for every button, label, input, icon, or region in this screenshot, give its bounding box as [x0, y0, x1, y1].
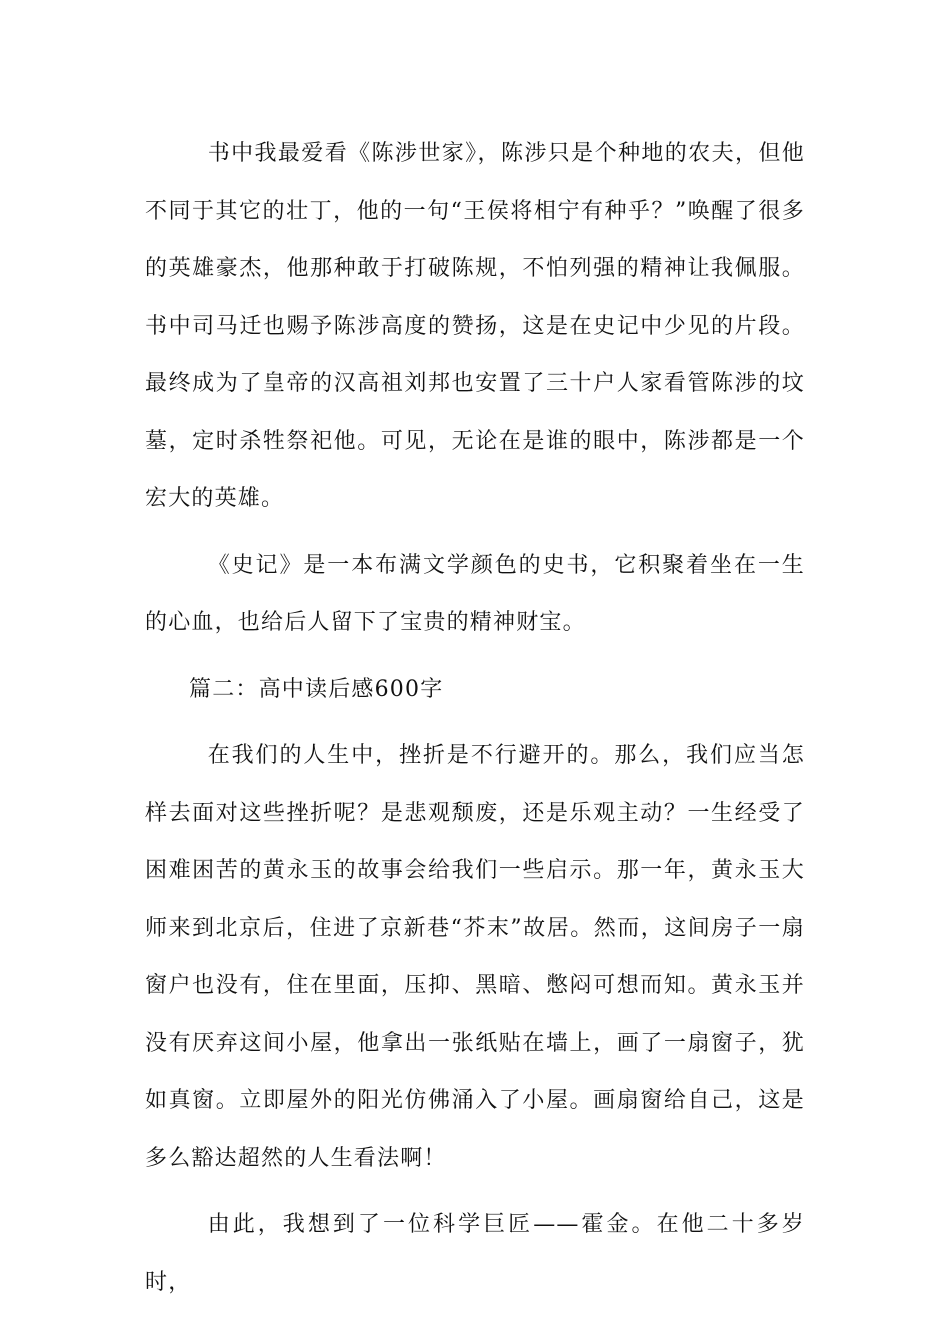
paragraph-chen-she: 书中我最爱看《陈涉世家》，陈涉只是个种地的农夫，但他不同于其它的壮丁，他的一句“王侯将相宁有种乎？”唤醒了很多的英雄豪杰，他那种敢于打破陈规，不怕列强的精神让我佩服。书中司马迁也赐予陈涉高度的赞扬，这是在史记中少见的片段。最终成为了皇帝的汉高祖刘邦也安置了三十户人家看管陈涉的坟墓，定时杀牲祭祀他。可见，无论在是谁的眼中，陈涉都是一个宏大的英雄。: [145, 141, 805, 511]
section-title: 篇二：高中读后感600字: [189, 676, 444, 702]
document-body: [145, 125, 805, 1320]
paragraph-shiji-summary: 《史记》是一本布满文学颜色的史书，它积聚着坐在一生的心血，也给后人留下了宝贵的精神财宝。: [145, 552, 805, 635]
paragraph-huang-yongyu: 在我们的人生中，挫折是不行避开的。那么，我们应当怎样去面对这些挫折呢？是悲观颓废，还是乐观主动？一生经受了困难困苦的黄永玉的故事会给我们一些启示。那一年，黄永玉大师来到北京后，住进了京新巷“芥末”故居。然而，这间房子一扇窗户也没有，住在里面，压抑、黑暗、憋闷可想而知。黄永玉并没有厌弃这间小屋，他拿出一张纸贴在墙上，画了一扇窗子，犹如真窗。立即屋外的阳光仿佛涌入了小屋。画扇窗给自己，这是多么豁达超然的人生看法啊！: [145, 743, 805, 1171]
paragraph-hawking: 由此，我想到了一位科学巨匠——霍金。在他二十多岁时，: [145, 1212, 805, 1295]
